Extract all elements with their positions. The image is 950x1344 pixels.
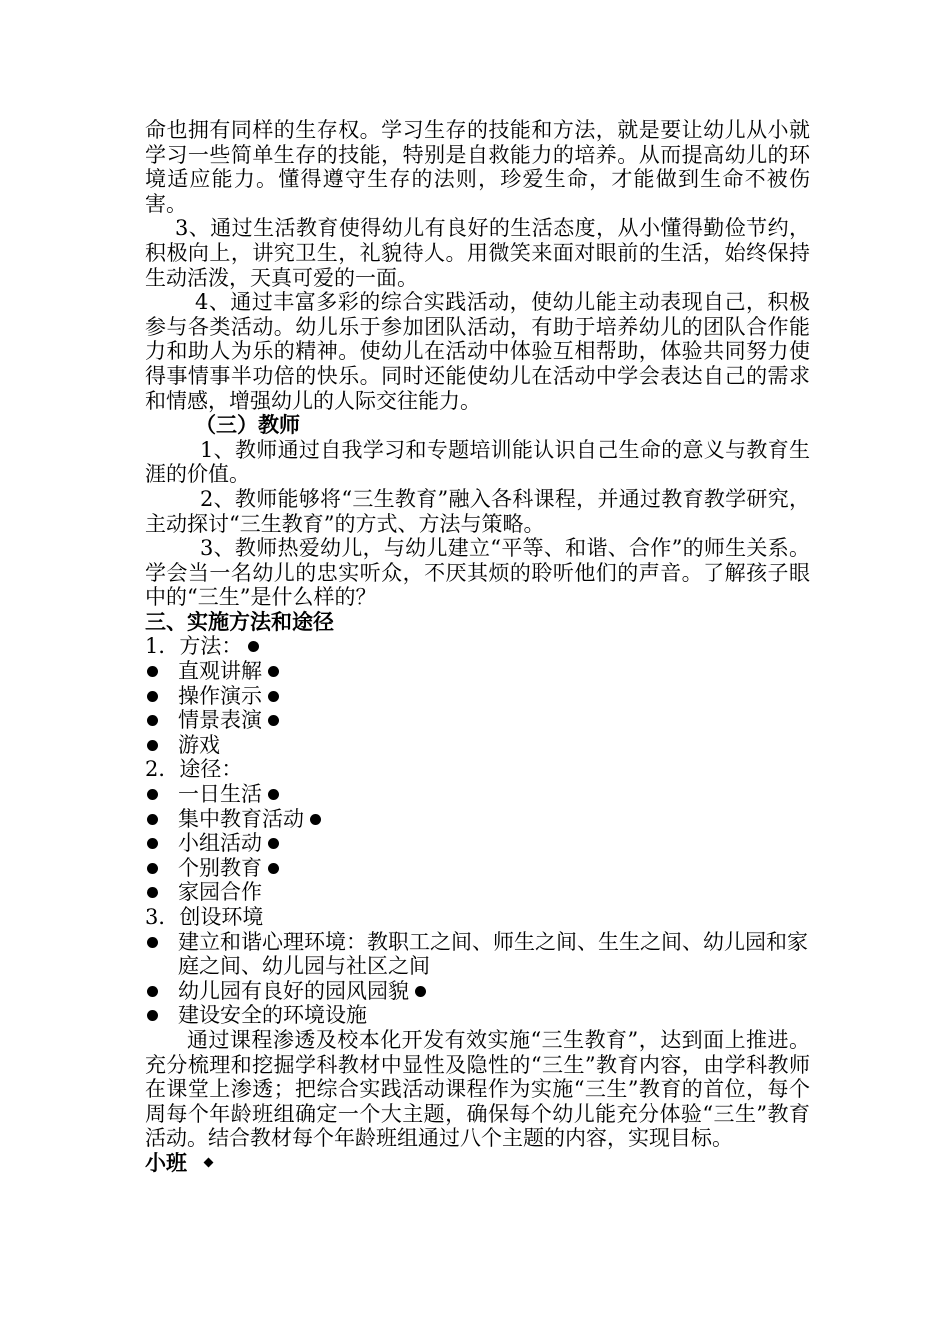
filled-circle-bullet-icon <box>248 641 259 652</box>
list-item <box>145 831 810 856</box>
list-item-text: 建设安全的环境设施 <box>178 1003 367 1028</box>
heading-teacher: （三）教师 <box>195 412 300 438</box>
paragraph-life-skills: 命也拥有同样的生存权。学习生存的技能和方法，就是要让幼儿从小就学习一些简单生存的技能，特别是自救能力的培养。从而提高幼儿的环境适应能力。懂得遵守生存的法则，珍爱生命，才能做到生命不被伤害。 <box>145 118 810 216</box>
list-item-text: 集中教育活动 <box>178 806 304 831</box>
paragraph-curriculum: 通过课程渗透及校本化开发有效实施“三生教育”，达到面上推进。充分梳理和挖掘学科教材中显性及隐性的“三生”教育内容，由学科教师在课堂上渗透；把综合实践活动课程作为实施“三生”教育的首位，每个周每个年龄班组确定一个大主题，确保每个幼儿能充分体验“三生”教育活动。结合教材每个年龄班组通过八个主题的内容，实现目标。 <box>145 1027 810 1151</box>
routes-label: 2．途径： <box>145 757 243 782</box>
list-item <box>145 856 810 881</box>
methods-label-line <box>145 634 810 659</box>
list-item <box>145 930 810 979</box>
list-item-text: 操作演示 <box>178 683 262 708</box>
small-class-heading: 小班 <box>145 1149 187 1175</box>
list-item <box>145 684 810 709</box>
list-item-text: 游戏 <box>178 732 220 757</box>
list-item <box>145 708 810 733</box>
teacher-item-3: 3、教师热爱幼儿，与幼儿建立“平等、和谐、合作”的师生关系。学会当一名幼儿的忠实听众，不厌其烦的聆听他们的声音。了解孩子眼中的“三生”是什么样的？ <box>145 536 810 610</box>
filled-circle-bullet-icon <box>268 666 279 677</box>
filled-circle-bullet-icon <box>268 691 279 702</box>
list-item-text: 直观讲解 <box>178 659 262 684</box>
filled-circle-bullet-icon <box>415 986 426 997</box>
filled-circle-bullet-icon <box>268 863 279 874</box>
filled-circle-bullet-icon <box>310 814 321 825</box>
document-page <box>145 118 810 1176</box>
filled-circle-bullet-icon <box>268 789 279 800</box>
diamond-bullet-icon <box>204 1157 214 1167</box>
heading-section-3: 三、实施方法和途径 <box>145 608 334 634</box>
small-class-line <box>145 1151 810 1176</box>
filled-circle-bullet-icon <box>268 838 279 849</box>
list-item-text: 小组活动 <box>178 831 262 856</box>
list-item <box>145 880 810 905</box>
list-item <box>145 733 810 758</box>
list-item-text: 个别教育 <box>178 855 262 880</box>
paragraph-life-education: 3、通过生活教育使得幼儿有良好的生活态度，从小懂得勤俭节约，积极向上，讲究卫生，礼貌待人。用微笑来面对眼前的生活，始终保持生动活泼，天真可爱的一面。 <box>145 216 810 290</box>
methods-label: 1．方法： <box>145 634 243 659</box>
list-item <box>145 807 810 832</box>
list-item-text: 一日生活 <box>178 782 262 807</box>
list-item <box>145 659 810 684</box>
list-item <box>145 782 810 807</box>
list-item-text: 家园合作 <box>178 880 262 905</box>
teacher-item-2: 2、教师能够将“三生教育”融入各科课程，并通过教育教学研究，主动探讨“三生教育”的方式、方法与策略。 <box>145 486 810 536</box>
list-item <box>145 979 810 1004</box>
env-label: 3．创设环境 <box>145 905 264 929</box>
filled-circle-bullet-icon <box>268 715 279 726</box>
list-item-text: 情景表演 <box>178 708 262 733</box>
paragraph-practice-activities: 4、通过丰富多彩的综合实践活动，使幼儿能主动表现自己，积极参与各类活动。幼儿乐于参加团队活动，有助于培养幼儿的团队合作能力和助人为乐的精神。使幼儿在活动中体验互相帮助，体验共同努力使得事情事半功倍的快乐。同时还能使幼儿在活动中学会表达自己的需求和情感，增强幼儿的人际交往能力。 <box>145 290 810 413</box>
list-item-text: 建立和谐心理环境：教职工之间、师生之间、生生之间、幼儿园和家庭之间、幼儿园与社区之间 <box>178 929 808 979</box>
teacher-item-1: 1、教师通过自我学习和专题培训能认识自己生命的意义与教育生涯的价值。 <box>145 437 810 487</box>
list-item-text: 幼儿园有良好的园风园貌 <box>178 978 409 1003</box>
list-item <box>145 1003 810 1028</box>
